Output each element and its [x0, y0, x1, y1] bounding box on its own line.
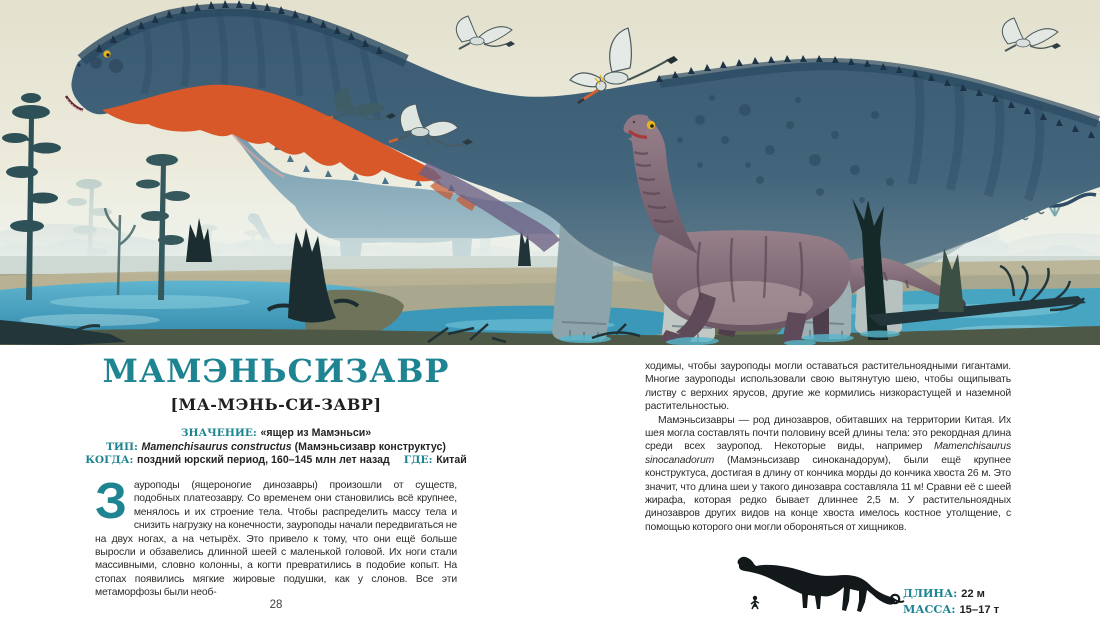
stat-mass	[903, 602, 999, 618]
right-column	[645, 360, 1011, 534]
stat-length	[903, 586, 999, 602]
body-paragraph-left	[95, 472, 457, 600]
stat-mass-value: 15–17 т	[959, 603, 1000, 616]
stat-mass-label: МАССА:	[903, 601, 960, 616]
body-text-left: ауроподы (ящероногие динозавры) произошли от существ, подобных платеозавру. Со временем они становились всё крупнее, менялось и их строение тела. Чтобы распределить массу тела и снизить нагрузку на конечности, зауроподы начали передвигаться не на двух ногах, а на четырёх. Это привело к тому, что они ещё больше выросли и обзавелись длинной шеей с маленькой головой. Их ноги стали массивными, словно колонны, а когти превратились в подобие копыт. На стопах появились мягкие жировые подушки, как у слонов. Все эти метаморфозы были необ-	[95, 480, 457, 599]
body-paragraph-right-1: ходимы, чтобы зауроподы могли оставаться растительноядными гигантами. Многие зауроподы использовали свою вытянутую шею, чтобы ощипывать листву с верхних ярусов, другие же кормились низкорастущей и наземной растительностью.	[645, 361, 1011, 413]
species-meta	[80, 427, 472, 468]
stat-length-value: 22 м	[961, 588, 985, 600]
meta-line-type: ТИП: Mamenchisaurus constructus (Мамэньсизавр конструктус)	[106, 440, 446, 453]
human-scale-figure	[753, 596, 757, 600]
pronunciation: [МА-МЭНЬ-СИ-ЗАВР]	[170, 395, 382, 414]
drop-cap: З	[95, 472, 127, 529]
body-paragraph-right-2: Мамэньсизавры — род динозавров, обитавших на территории Китая. Их шея могла составлять почти половину всей длины тела: это рекордная длина среди всех зауропод. Некоторые виды, например Mamenchisaurus sinocanadorum (Мамэньсизавр синоканадорум), были ещё крупнее конструктуса, достигая в длину от кончика морды до кончика хвоста 26 м. Это значит, что длина шеи у такого динозавра составляла 11 м! Сравни её с шеей жирафа, которая редко бывает длиннее 2,5 м. У растительноядных динозавров других видов на конце хвоста имелось костное утолщение, с помощью которого они могли обороняться от хищников.	[645, 414, 1011, 533]
size-silhouette-icon	[733, 551, 908, 615]
species-title: МАМЭНЬСИЗАВР	[102, 352, 450, 390]
stat-length-label: ДЛИНА:	[903, 586, 962, 600]
meta-line-meaning: ЗНАЧЕНИЕ: «ящер из Мамэньси»	[180, 427, 372, 439]
stats-block	[903, 586, 999, 617]
meta-line-when-where: КОГДА: поздний юрский период, 160–145 млн лет назад ГДЕ: Китай	[85, 454, 467, 466]
species-header	[80, 352, 472, 468]
page-number: 28	[269, 599, 283, 611]
